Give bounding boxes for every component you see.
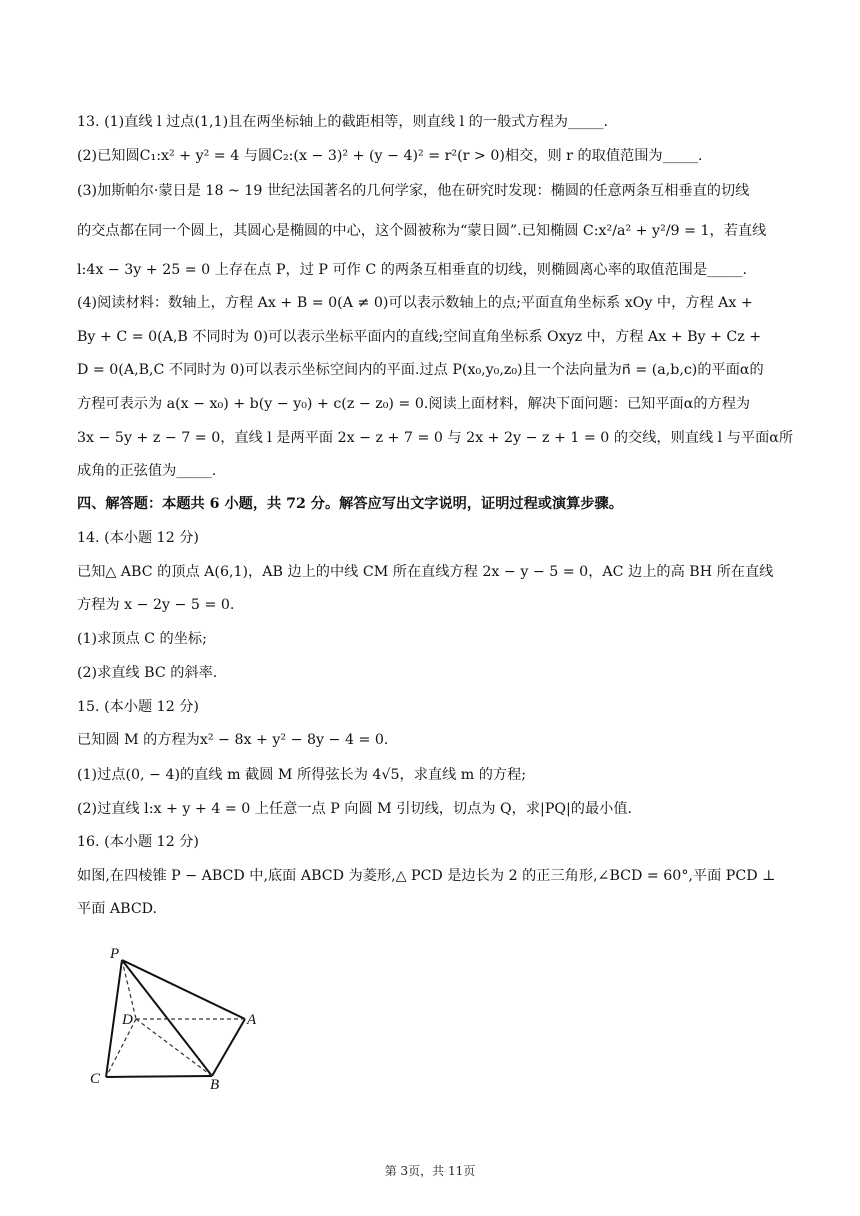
q13-part4-line6: 成角的正弦值为_____. (77, 463, 217, 479)
q13-part4-line4: 方程可表示为 a(x − x₀) + b(y − y₀) + c(z − z₀) = 0.阅读上面材料，解决下面问题：已知平面α的方程为 (77, 396, 751, 412)
edge-pc (106, 960, 122, 1077)
q13-part2: (2)已知圆C₁:x² + y² = 4 与圆C₂:(x − 3)² + (y − 4)² = r²(r > 0)相交，则 r 的取值范围为_____. (77, 148, 703, 164)
label-p: P (110, 946, 120, 962)
q13-part3-line3: l:4x − 3y + 25 = 0 上存在点 P，过 P 可作 C 的两条互相垂直的切线，则椭圆离心率的取值范围是_____. (77, 262, 747, 278)
q14-stem-line1: 已知△ ABC 的顶点 A(6,1)，AB 边上的中线 CM 所在直线方程 2x − y − 5 = 0，AC 边上的高 BH 所在直线 (77, 564, 774, 580)
label-d: D (122, 1012, 133, 1028)
q15-header: 15. (本小题 12 分) (77, 699, 199, 715)
edge-cb (106, 1076, 212, 1077)
q13-part3-line1: (3)加斯帕尔·蒙日是 18 ~ 19 世纪法国著名的几何学家，他在研究时发现：椭圆的任意两条互相垂直的切线 (77, 183, 750, 199)
page-footer: 第 3页，共 11页 (384, 1164, 476, 1178)
q13-part4-line1: (4)阅读材料：数轴上，方程 Ax + B = 0(A ≠ 0)可以表示数轴上的点;平面直角坐标系 xOy 中，方程 Ax + (77, 295, 753, 311)
q15-part2: (2)过直线 l:x + y + 4 = 0 上任意一点 P 向圆 M 引切线，切点为 Q，求|PQ|的最小值. (77, 801, 633, 817)
q16-stem-line1: 如图,在四棱锥 P − ABCD 中,底面 ABCD 为菱形,△ PCD 是边长为 2 的正三角形,∠BCD = 60°,平面 PCD ⊥ (77, 868, 776, 884)
q13-part3-line2: 的交点都在同一个圆上，其圆心是椭圆的中心，这个圆被称为“蒙日圆”.已知椭圆 C:x²/a² + y²/9 = 1，若直线 (77, 223, 767, 239)
pyramid-figure (80, 940, 270, 1090)
q14-part1: (1)求顶点 C 的坐标; (77, 631, 207, 647)
q14-part2: (2)求直线 BC 的斜率. (77, 665, 218, 681)
q13-part4-line2: By + C = 0(A,B 不同时为 0)可以表示坐标平面内的直线;空间直角坐标系 Oxyz 中，方程 Ax + By + Cz + (77, 329, 762, 345)
label-a: A (247, 1012, 257, 1028)
edge-ba (212, 1019, 245, 1076)
q13-part4-line3: D = 0(A,B,C 不同时为 0)可以表示坐标空间内的平面.过点 P(x₀,y₀,z₀)且一个法向量为n⃗ = (a,b,c)的平面α的 (77, 362, 764, 378)
label-b: B (210, 1077, 220, 1090)
q14-stem-line2: 方程为 x − 2y − 5 = 0. (77, 597, 235, 613)
section-heading: 四、解答题：本题共 6 小题，共 72 分。解答应写出文字说明，证明过程或演算步骤。 (77, 496, 623, 512)
q16-header: 16. (本小题 12 分) (77, 834, 199, 850)
q14-header: 14. (本小题 12 分) (77, 530, 199, 546)
q15-stem: 已知圆 M 的方程为x² − 8x + y² − 8y − 4 = 0. (77, 732, 389, 748)
q15-part1: (1)过点(0, − 4)的直线 m 截圆 M 所得弦长为 4√5，求直线 m 的方程; (77, 767, 527, 783)
q13-part4-line5: 3x − 5y + z − 7 = 0，直线 l 是两平面 2x − z + 7 = 0 与 2x + 2y − z + 1 = 0 的交线，则直线 l 与平面α所 (77, 430, 794, 446)
edge-pa (122, 960, 245, 1019)
label-c: C (90, 1071, 101, 1087)
q13-part1: 13. (1)直线 l 过点(1,1)且在两坐标轴上的截距相等，则直线 l 的一般式方程为_____. (77, 114, 608, 130)
q16-stem-line2: 平面 ABCD. (77, 901, 158, 917)
